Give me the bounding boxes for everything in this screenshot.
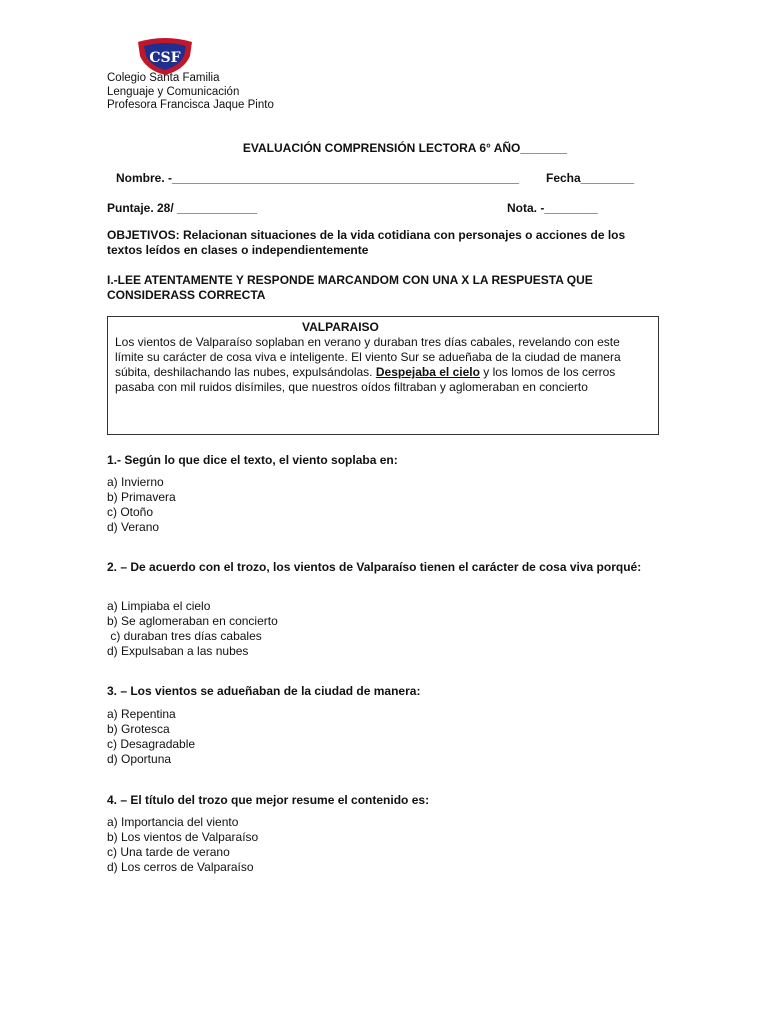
puntaje-field[interactable]: Puntaje. 28/ ____________	[107, 201, 258, 215]
question-1-options	[107, 475, 176, 535]
question-3-options	[107, 707, 195, 767]
objectives-text: OBJETIVOS: Relacionan situaciones de la vida cotidiana con personajes o acciones de los textos leídos en clases o independientemente	[107, 228, 626, 257]
option[interactable]: c) Desagradable	[107, 737, 196, 751]
page-title: EVALUACIÓN COMPRENSIÓN LECTORA 6° AÑO_______	[242, 141, 568, 155]
question-4-options	[107, 815, 258, 875]
svg-text:CSF: CSF	[149, 50, 181, 66]
question-2-options	[107, 599, 278, 659]
instructions-text: I.-LEE ATENTAMENTE Y RESPONDE MARCANDOM CON UNA X LA RESPUESTA QUE CONSIDERASS CORRECTA	[107, 273, 593, 302]
option[interactable]: d) Los cerros de Valparaíso	[107, 860, 254, 874]
question-4: 4. – El título del trozo que mejor resume el contenido es:	[107, 793, 430, 807]
option[interactable]: d) Verano	[107, 520, 160, 534]
option[interactable]: a) Limpiaba el cielo	[107, 599, 211, 613]
option[interactable]: c) duraban tres días cabales	[107, 629, 262, 643]
option[interactable]: b) Los vientos de Valparaíso	[107, 830, 259, 844]
subject-name: Lenguaje y Comunicación	[107, 85, 240, 98]
option[interactable]: d) Oportuna	[107, 752, 172, 766]
option[interactable]: a) Invierno	[107, 475, 164, 489]
reading-title: VALPARAISO	[302, 320, 379, 334]
reading-text	[115, 335, 651, 395]
nombre-field[interactable]: Nombre. -____________________________________________________	[116, 171, 520, 185]
nota-field[interactable]: Nota. -________	[507, 201, 598, 215]
school-crest-icon	[134, 36, 196, 76]
option[interactable]: c) Una tarde de verano	[107, 845, 230, 859]
fecha-field[interactable]: Fecha________	[546, 171, 635, 185]
option[interactable]: d) Expulsaban a las nubes	[107, 644, 249, 658]
option[interactable]: b) Primavera	[107, 490, 176, 504]
school-name: Colegio Santa Familia	[107, 72, 220, 84]
option[interactable]: a) Importancia del viento	[107, 815, 239, 829]
option[interactable]: a) Repentina	[107, 707, 176, 721]
question-1: 1.- Según lo que dice el texto, el viento soplaba en:	[107, 453, 398, 467]
question-3: 3. – Los vientos se adueñaban de la ciudad de manera:	[107, 684, 421, 698]
reading-passage-box	[107, 316, 659, 435]
reading-text-underlined: Despejaba el cielo	[375, 365, 480, 379]
question-2: 2. – De acuerdo con el trozo, los vientos de Valparaíso tienen el carácter de cosa viva porqué:	[107, 560, 642, 574]
reading-text-part-1: Los vientos de Valparaíso soplaban en verano y duraban tres días cabales, revelando con este límite su carácter de cosa viva e inteligente. El viento Sur se adueñaba de la ciudad de manera súbita, deshilachando las nubes, expulsándolas.	[115, 335, 621, 379]
reading-text-part-2: y los lomos de los cerros pasaba con mil ruidos disímiles, que nuestros oídos filtraban y aglomeraban en concierto	[115, 365, 616, 394]
school-header	[107, 72, 274, 113]
teacher-name: Profesora Francisca Jaque Pinto	[107, 99, 274, 111]
option[interactable]: b) Se aglomeraban en concierto	[107, 614, 278, 628]
option[interactable]: c) Otoño	[107, 505, 154, 519]
option[interactable]: b) Grotesca	[107, 722, 170, 736]
